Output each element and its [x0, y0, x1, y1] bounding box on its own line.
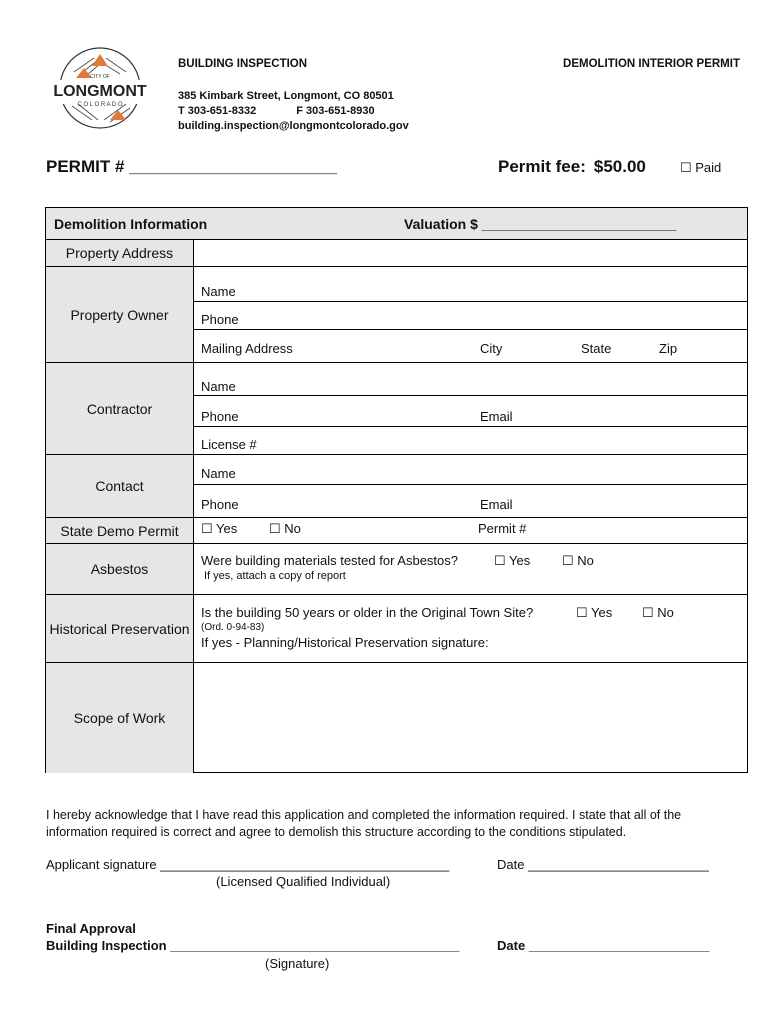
asbestos-yes-checkbox[interactable]: ☐ Yes — [494, 553, 531, 568]
logo-sub: C O L O R A D O — [77, 102, 123, 108]
license-label: License # — [201, 437, 257, 452]
asbestos-question: Were building materials tested for Asbestos? — [201, 553, 459, 568]
contractor-email-label: Email — [480, 409, 513, 424]
phone: T 303-651-8332 — [178, 105, 257, 117]
contact-name-label: Name — [201, 466, 236, 481]
state-demo-row — [46, 517, 747, 543]
scope-label: Scope of Work — [46, 663, 194, 773]
state-demo-no-checkbox[interactable]: ☐ No — [269, 521, 301, 536]
mailing-address-label: Mailing Address — [201, 341, 293, 356]
final-approval-title: Final Approval — [46, 921, 136, 936]
signature-note: (Signature) — [265, 956, 330, 971]
fax: F 303-651-8930 — [296, 105, 375, 117]
zip-label: Zip — [659, 341, 678, 356]
inspection-date-field[interactable]: Date _________________________ — [497, 938, 710, 953]
property-address-label: Property Address — [46, 240, 194, 266]
applicant-note: (Licensed Qualified Individual) — [216, 874, 391, 889]
historical-yes-checkbox[interactable]: ☐ Yes — [576, 605, 613, 620]
applicant-signature-field[interactable]: Applicant signature ________________________________________ — [46, 857, 450, 872]
contractor-phone-label: Phone — [201, 409, 239, 424]
paid-checkbox[interactable]: ☐ Paid — [680, 160, 722, 175]
inspection-signature-field[interactable]: Building Inspection ________________________________________ — [46, 938, 460, 953]
asbestos-label: Asbestos — [46, 544, 194, 594]
document-type: DEMOLITION INTERIOR PERMIT — [563, 58, 740, 70]
property-address-row — [46, 239, 747, 266]
scope-section — [46, 662, 747, 773]
fee-amount: $50.00 — [593, 157, 646, 176]
state-demo-yes-checkbox[interactable]: ☐ Yes — [201, 521, 238, 536]
contractor-label: Contractor — [46, 363, 194, 454]
permit-number-field[interactable]: PERMIT # ______________________ — [46, 157, 338, 176]
demolition-form — [45, 207, 748, 773]
asbestos-note: If yes, attach a copy of report — [204, 570, 346, 582]
historical-label: Historical Preservation — [46, 595, 194, 662]
city-logo — [44, 44, 156, 140]
applicant-date-field[interactable]: Date _________________________ — [497, 857, 709, 872]
permit-fee — [498, 157, 646, 177]
form-header — [46, 208, 747, 239]
address: 385 Kimbark Street, Longmont, CO 80501 — [178, 90, 394, 102]
property-owner-section — [46, 266, 747, 362]
city-label: City — [480, 341, 503, 356]
contractor-section — [46, 362, 747, 454]
contact-phone-label: Phone — [201, 497, 239, 512]
department-title: BUILDING INSPECTION — [178, 58, 308, 70]
logo-name: LONGMONT — [53, 83, 147, 100]
valuation-field[interactable]: Valuation $ _________________________ — [404, 216, 677, 232]
owner-name-label: Name — [201, 284, 236, 299]
contact-block — [178, 89, 409, 134]
historical-signature-field[interactable]: If yes - Planning/Historical Preservation signature: — [201, 635, 489, 650]
historical-section — [46, 594, 747, 662]
logo-top-text: CITY OF — [90, 74, 110, 80]
state-demo-label: State Demo Permit — [46, 518, 194, 543]
property-owner-label: Property Owner — [46, 267, 194, 362]
historical-no-checkbox[interactable]: ☐ No — [642, 605, 674, 620]
contact-label: Contact — [46, 455, 194, 517]
contractor-name-label: Name — [201, 379, 236, 394]
email: building.inspection@longmontcolorado.gov — [178, 120, 409, 132]
state-label: State — [581, 341, 612, 356]
fee-label: Permit fee: — [498, 157, 586, 176]
contact-email-label: Email — [480, 497, 513, 512]
historical-question: Is the building 50 years or older in the Original Town Site? — [201, 605, 534, 620]
asbestos-no-checkbox[interactable]: ☐ No — [562, 553, 594, 568]
scope-field[interactable] — [194, 663, 747, 773]
acknowledgement-text: I hereby acknowledge that I have read this application and completed the information required. I state that all of the information required is correct and agree to demolish this structure according to the conditions stipulated. — [46, 808, 682, 839]
owner-phone-label: Phone — [201, 312, 239, 327]
ordinance-note: (Ord. 0-94-83) — [201, 622, 265, 633]
form-title: Demolition Information — [54, 216, 208, 232]
asbestos-section — [46, 543, 747, 594]
contact-section — [46, 454, 747, 517]
state-demo-permit-field[interactable]: Permit # — [478, 521, 527, 536]
